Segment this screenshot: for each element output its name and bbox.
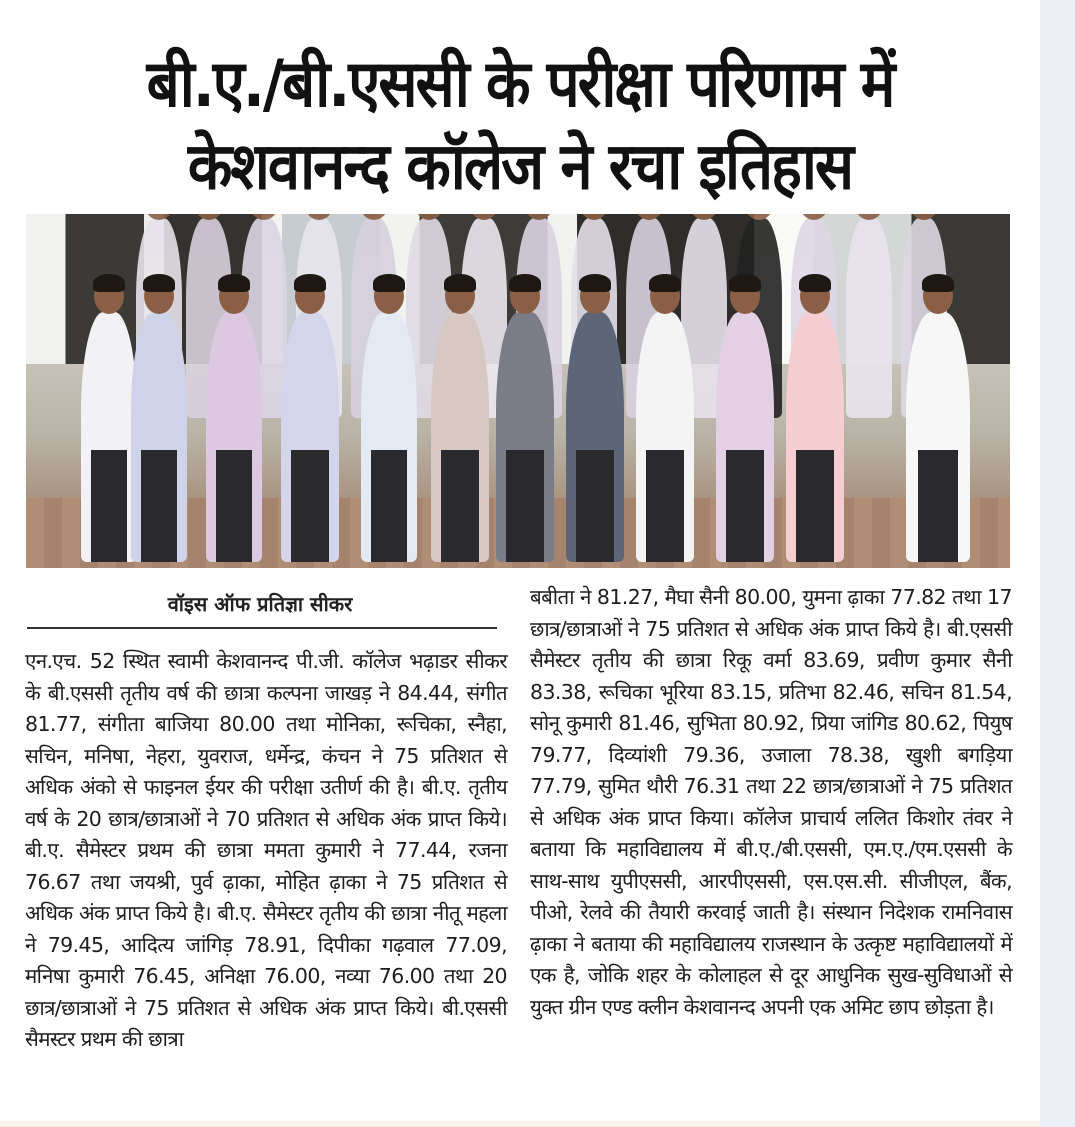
dateline: वॉइस ऑफ प्रतिज्ञा सीकर bbox=[167, 592, 353, 616]
photo-person bbox=[206, 312, 262, 562]
photo-person bbox=[786, 312, 844, 562]
photo-person bbox=[846, 218, 892, 418]
dateline-divider bbox=[27, 627, 497, 629]
article-column-right: बबीता ने 81.27, मैघा सैनी 80.00, युमना ढ़ाका 77.82 तथा 17 छात्र/छात्राओं ने 75 प्रतिशत से अधिक अंक प्राप्त किये है। बी.एससी सैमेस्टर तृतीय की छात्रा रिकू वर्मा 83.69, प्रवीण कुमार सैनी 83.38, रूचिका भूरिया 83.15, प्रतिभा 82.46, सचिन 81.54, सोनू कुमारी 81.46, सुभिता 80.92, प्रिया जांगिड 80.62, पियुष 79.77, दिव्यांशी 79.36, उजाला 78.38, खुशी बगड़िया 77.79, सुमित थौरी 76.31 तथा 22 छात्र/छात्राओं ने 75 प्रतिशत से अधिक अंक प्राप्त किया। कॉलेज प्राचार्य ललित किशोर तंवर ने बताया कि महाविद्यालय में बी.ए./बी.एससी, एम.ए./एम.एससी के साथ-साथ युपीएससी, आरपीएससी, एस.एस.सी. सीजीएल, बैंक, पीओ, रेलवे की तैयारी करवाई जाती है। संस्थान निदेशक रामनिवास ढ़ाका ने बताया की महाविद्यालय राजस्थान के उत्कृष्ट महाविद्यालयों में एक है, जोकि शहर के कोलाहल से दूर आधुनिक सुख-सुविधाओं से युक्त ग्रीन एण्ड क्लीन केशवानन्द अपनी एक अमिट छाप छोड़ता है। bbox=[530, 585, 1012, 1019]
photo-person bbox=[81, 312, 137, 562]
page-bottom-band bbox=[0, 1121, 1040, 1127]
photo-person bbox=[716, 312, 774, 562]
article-column-left: एन.एच. 52 स्थित स्वामी केशवानन्द पी.जी. कॉलेज भढ़ाडर सीकर के बी.एससी तृतीय वर्ष की छात्रा कल्पना जाखड़ ने 84.44, संगीत 81.77, संगीता बाजिया 80.00 तथा मोनिका, रूचिका, स्नैहा, सचिन, मनिषा, नेहरा, युवराज, धर्मेन्द्र, कंचन ने 75 प्रतिशत से अधिक अंको से फाइनल ईयर की परीक्षा उतीर्ण की है। बी.ए. तृतीय वर्ष के 20 छात्र/छात्राओं ने 70 प्रतिशत से अधिक अंक प्राप्त किये। बी.ए. सैमेस्टर प्रथम की छात्रा ममता कुमारी ने 77.44, रजना 76.67 तथा जयश्री, पुर्व ढ़ाका, मोहित ढ़ाका ने 75 प्रतिशत से अधिक अंक प्राप्त किये है। बी.ए. सैमेस्टर तृतीय की छात्रा नीतू महला ने 79.45, आदित्य जांगिड़ 78.91, दिपीका गढ़वाल 77.09, मनिषा कुमारी 76.45, अनिक्षा 76.00, नव्या 76.00 तथा 20 छात्र/छात्राओं ने 75 प्रतिशत से अधिक अंक प्राप्त किये। बी.एससी सैमस्टर प्रथम की छात्रा bbox=[25, 649, 507, 1051]
photo-person bbox=[496, 312, 554, 562]
group-photo bbox=[26, 214, 1010, 568]
headline-line-1: बी.ए./बी.एससी के परीक्षा परिणाम में bbox=[146, 45, 894, 122]
photo-person bbox=[566, 312, 624, 562]
headline-line-2: केशवानन्द कॉलेज ने रचा इतिहास bbox=[187, 128, 853, 205]
photo-person bbox=[636, 312, 694, 562]
photo-person bbox=[906, 312, 970, 562]
photo-person bbox=[131, 312, 187, 562]
photo-person bbox=[431, 312, 489, 562]
photo-person bbox=[361, 312, 417, 562]
page-edge-strip bbox=[1040, 0, 1075, 1127]
photo-person bbox=[281, 312, 339, 562]
headline bbox=[20, 42, 1020, 208]
